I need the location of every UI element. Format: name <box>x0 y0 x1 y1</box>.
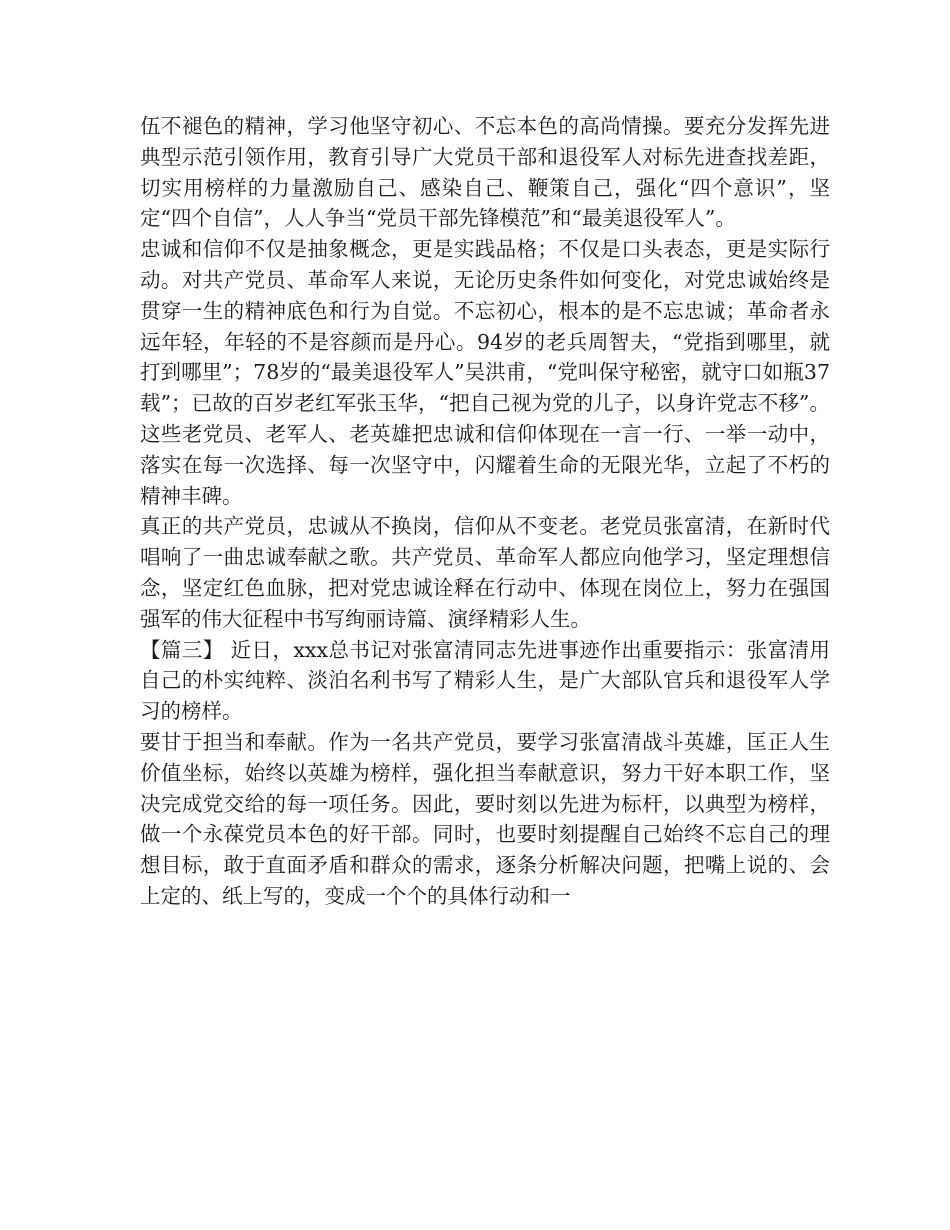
paragraph-2: 忠诚和信仰不仅是抽象概念，更是实践品格；不仅是口头表态，更是实际行动。对共产党员、革命军人来说，无论历史条件如何变化，对党忠诚始终是贯穿一生的精神底色和行为自觉。不忘初心，根本的是不忘忠诚；革命者永远年轻，年轻的不是容颜而是丹心。94岁的老兵周智夫，“党指到哪里，就打到哪里”；78岁的“最美退役军人”吴洪甫，“党叫保守秘密，就守口如瓶37载”；已故的百岁老红军张玉华，“把自己视为党的儿子，以身许党志不移”。这些老党员、老军人、老英雄把忠诚和信仰体现在一言一行、一举一动中，落实在每一次选择、每一次坚守中，闪耀着生命的无限光华，立起了不朽的精神丰碑。 <box>140 237 830 508</box>
document-page <box>140 111 830 912</box>
paragraph-5: 要甘于担当和奉献。作为一名共产党员，要学习张富清战斗英雄，匡正人生价值坐标，始终以英雄为榜样，强化担当奉献意识，努力干好本职工作，坚决完成党交给的每一项任务。因此，要时刻以先进为标杆，以典型为榜样，做一个永葆党员本色的好干部。同时，也要时刻提醒自己始终不忘自己的理想目标，敢于直面矛盾和群众的需求，逐条分析解决问题，把嘴上说的、会上定的、纸上写的，变成一个个的具体行动和一 <box>140 729 830 908</box>
paragraph-1: 伍不褪色的精神，学习他坚守初心、不忘本色的高尚情操。要充分发挥先进典型示范引领作用，教育引导广大党员干部和退役军人对标先进查找差距，切实用榜样的力量激励自己、感染自己、鞭策自己，强化“四个意识”，坚定“四个自信”，人人争当“党员干部先锋模范”和“最美退役军人”。 <box>140 114 830 231</box>
paragraph-3: 真正的共产党员，忠诚从不换岗，信仰从不变老。老党员张富清，在新时代唱响了一曲忠诚奉献之歌。共产党员、革命军人都应向他学习，坚定理想信念，坚定红色血脉，把对党忠诚诠释在行动中、体现在岗位上，努力在强国强军的伟大征程中书写绚丽诗篇、演绎精彩人生。 <box>140 514 830 631</box>
paragraph-4-section-three: 【篇三】 近日，xxx总书记对张富清同志先进事迹作出重要指示：张富清用自己的朴实纯粹、淡泊名利书写了精彩人生，是广大部队官兵和退役军人学习的榜样。 <box>140 637 830 724</box>
